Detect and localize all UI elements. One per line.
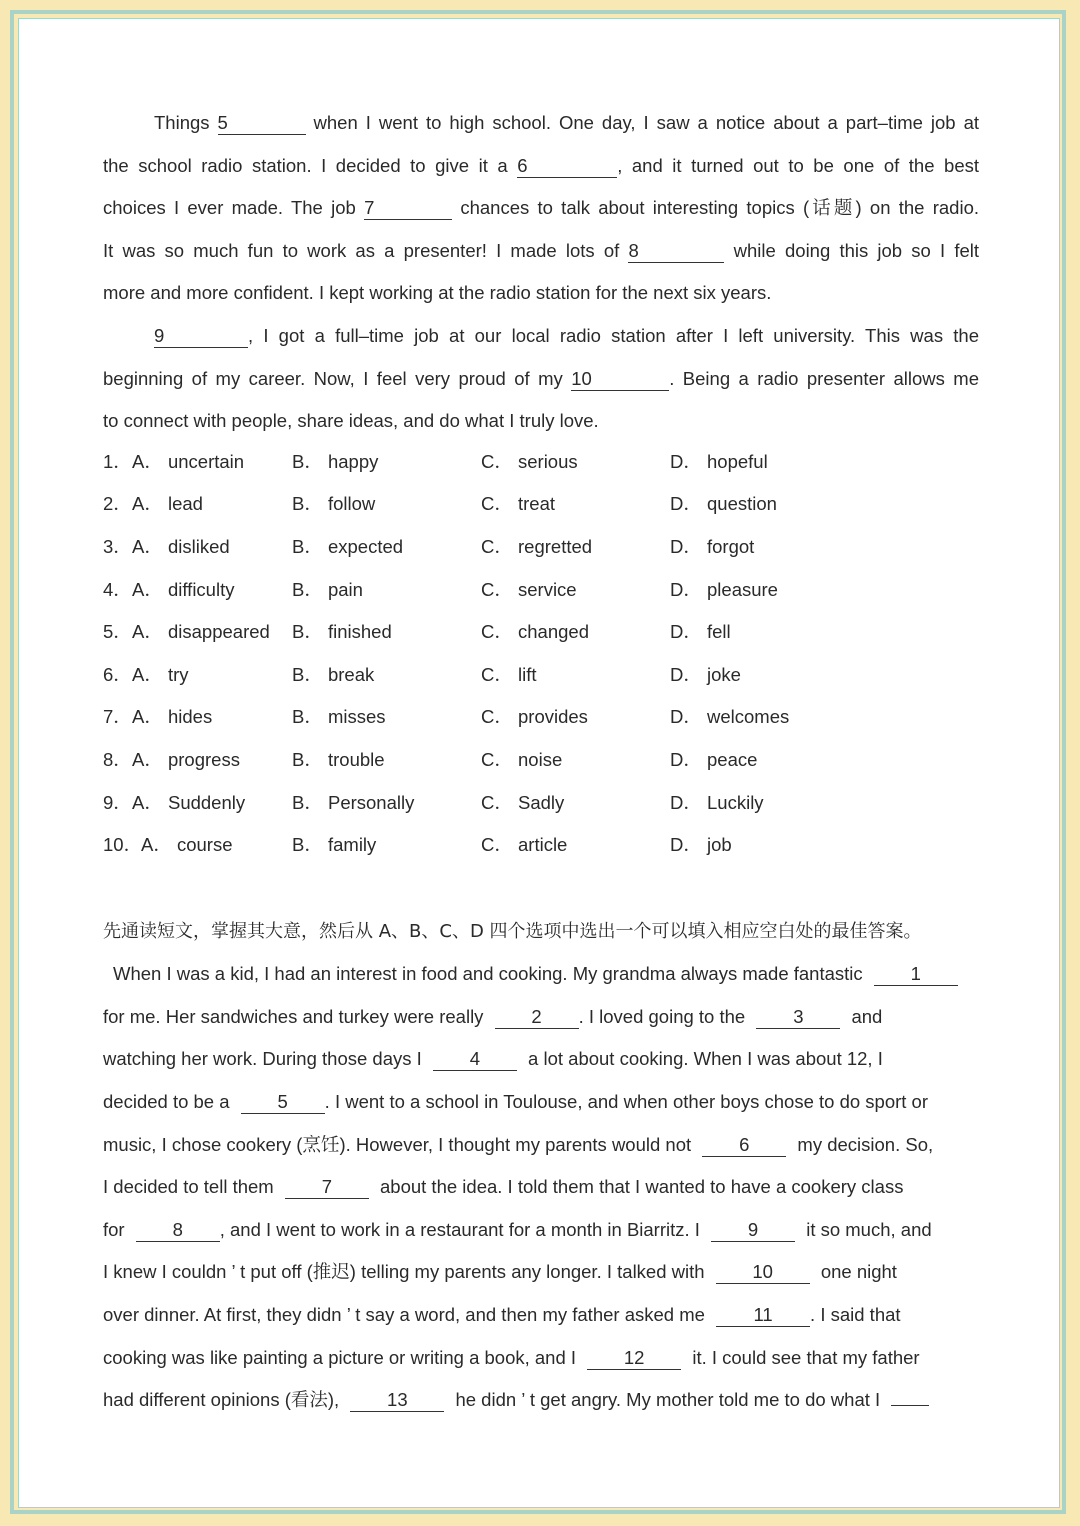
passage2-line: over dinner. At first, they didn ’ t say a word, and then my father asked me 11 . I said that xyxy=(103,1304,901,1326)
passage2-line: for 8 , and I went to work in a restaurant for a month in Biarritz. I 9 it so much, and xyxy=(103,1218,932,1240)
option-d[interactable]: D． welcomes xyxy=(670,706,790,728)
blank-3[interactable]: 3 xyxy=(756,1006,840,1029)
option-d[interactable]: D． fell xyxy=(670,621,731,643)
option-d[interactable]: D． Luckily xyxy=(670,791,764,813)
passage2-line: watching her work. During those days I 4 a lot about cooking. When I was about 12, I xyxy=(103,1048,883,1070)
question-number: 7． xyxy=(103,706,132,728)
option-a[interactable]: A． uncertain xyxy=(132,450,245,472)
question-number: 4． xyxy=(103,578,132,600)
option-c[interactable]: C． changed xyxy=(481,621,589,643)
blank-6b[interactable]: 6 xyxy=(702,1134,786,1157)
question-number: 1． xyxy=(103,450,132,472)
passage1-line: beginning of my career. Now, I feel very proud of my 10 . Being a radio presenter allows me xyxy=(103,367,980,389)
option-b[interactable]: B． trouble xyxy=(292,748,385,770)
question-number: 6． xyxy=(103,663,132,685)
option-b[interactable]: B． finished xyxy=(292,621,392,643)
blank-9b[interactable]: 9 xyxy=(711,1219,795,1242)
passage2-line: I decided to tell them 7 about the idea. I told them that I wanted to have a cookery class xyxy=(103,1176,904,1198)
option-a[interactable]: A． hides xyxy=(132,706,213,728)
option-b[interactable]: B． family xyxy=(292,834,377,856)
blank-10[interactable]: 10 xyxy=(571,368,669,391)
blank-9[interactable]: 9 xyxy=(154,325,248,348)
blank-6[interactable]: 6 xyxy=(517,155,617,178)
question-number: 10． xyxy=(103,834,143,856)
blank-8b[interactable]: 8 xyxy=(136,1219,220,1242)
blank-1[interactable]: 1 xyxy=(874,963,958,986)
option-a[interactable]: A． lead xyxy=(132,493,203,515)
passage2-line: I knew I couldn ’ t put off (推迟) telling my parents any longer. I talked with 10 one night xyxy=(103,1261,897,1283)
blank-13[interactable]: 13 xyxy=(350,1389,444,1412)
option-a[interactable]: A． try xyxy=(132,663,189,685)
blank-2[interactable]: 2 xyxy=(495,1006,579,1029)
option-b[interactable]: B． pain xyxy=(292,578,363,600)
option-a[interactable]: A． disliked xyxy=(132,535,230,557)
blank-12[interactable]: 12 xyxy=(587,1347,681,1370)
option-d[interactable]: D． pleasure xyxy=(670,578,778,600)
option-b[interactable]: B． expected xyxy=(292,535,404,557)
passage2-line: music, I chose cookery (烹饪). However, I thought my parents would not 6 my decision. So, xyxy=(103,1133,934,1155)
question-number: 9． xyxy=(103,791,132,813)
option-c[interactable]: C． noise xyxy=(481,748,563,770)
option-b[interactable]: B． misses xyxy=(292,706,386,728)
passage1-line: Things 5 when I went to high school. One day, I saw a notice about a part–time job at xyxy=(154,112,980,133)
question-options xyxy=(103,739,979,782)
question-options xyxy=(103,526,979,569)
option-a[interactable]: A． course xyxy=(141,834,233,856)
option-c[interactable]: C． serious xyxy=(481,450,578,472)
option-c[interactable]: C． service xyxy=(481,578,577,600)
question-options xyxy=(103,782,979,825)
option-a[interactable]: A． disappeared xyxy=(132,621,270,643)
options-list xyxy=(103,441,979,867)
blank-14[interactable] xyxy=(891,1383,929,1406)
passage2-line: When I was a kid, I had an interest in food and cooking. My grandma always made fantastic 1 xyxy=(103,951,979,994)
option-d[interactable]: D． forgot xyxy=(670,535,755,557)
worksheet-content xyxy=(103,100,979,1420)
option-d[interactable]: D． job xyxy=(670,834,732,856)
blank-10b[interactable]: 10 xyxy=(716,1261,810,1284)
passage1-line: 9 , I got a full–time job at our local radio station after I left university. This was the xyxy=(154,324,979,346)
passage2-line: cooking was like painting a picture or writing a book, and I 12 it. I could see that my father xyxy=(103,1346,920,1368)
option-c[interactable]: C． lift xyxy=(481,663,537,685)
passage1-line: more and more confident. I kept working at the radio station for the next six years. xyxy=(103,282,772,304)
option-a[interactable]: A． Suddenly xyxy=(132,791,246,813)
blank-7b[interactable]: 7 xyxy=(285,1176,369,1199)
blank-4[interactable]: 4 xyxy=(433,1048,517,1071)
option-d[interactable]: D． hopeful xyxy=(670,450,768,472)
question-options xyxy=(103,824,979,867)
question-options xyxy=(103,441,979,484)
section-instruction: 先通读短文，掌握其大意，然后从 A、B、C、D 四个选项中选出一个可以填入相应空白处的最佳答案。 xyxy=(103,920,922,942)
section-gap xyxy=(103,867,979,909)
passage2-line: for me. Her sandwiches and turkey were really 2 . I loved going to the 3 and xyxy=(103,1005,883,1027)
passage1-line: It was so much fun to work as a presenter! I made lots of 8 while doing this job so I felt xyxy=(103,239,979,261)
option-d[interactable]: D． peace xyxy=(670,748,758,770)
option-c[interactable]: C． provides xyxy=(481,706,588,728)
passage1-line: choices I ever made. The job 7 chances to talk about interesting topics (话题) on the radio. xyxy=(103,197,980,219)
option-a[interactable]: A． progress xyxy=(132,748,240,770)
question-options xyxy=(103,654,979,697)
passage1-line: to connect with people, share ideas, and do what I truly love. xyxy=(103,410,599,432)
question-number: 2． xyxy=(103,493,132,515)
question-options xyxy=(103,569,979,612)
question-number: 8． xyxy=(103,748,132,770)
blank-11[interactable]: 11 xyxy=(716,1304,810,1327)
option-b[interactable]: B． Personally xyxy=(292,791,415,813)
option-c[interactable]: C． Sadly xyxy=(481,791,565,813)
blank-7[interactable]: 7 xyxy=(364,197,452,220)
question-options xyxy=(103,483,979,526)
passage2-line: had different opinions (看法), 13 he didn ’ t get angry. My mother told me to do what I xyxy=(103,1377,979,1420)
question-number: 5． xyxy=(103,621,132,643)
blank-5b[interactable]: 5 xyxy=(241,1091,325,1114)
option-b[interactable]: B． break xyxy=(292,663,375,685)
option-c[interactable]: C． regretted xyxy=(481,535,593,557)
blank-5[interactable]: 5 xyxy=(218,112,306,135)
option-a[interactable]: A． difficulty xyxy=(132,578,235,600)
option-b[interactable]: B． happy xyxy=(292,450,379,472)
option-c[interactable]: C． treat xyxy=(481,493,556,515)
option-d[interactable]: D． joke xyxy=(670,663,741,685)
blank-8[interactable]: 8 xyxy=(628,240,724,263)
question-options xyxy=(103,611,979,654)
option-c[interactable]: C． article xyxy=(481,834,568,856)
option-d[interactable]: D． question xyxy=(670,493,777,515)
question-options xyxy=(103,696,979,739)
passage2-line: decided to be a 5 . I went to a school in Toulouse, and when other boys chose to do sport or xyxy=(103,1091,929,1113)
question-number: 3． xyxy=(103,535,132,557)
option-b[interactable]: B． follow xyxy=(292,493,376,515)
passage1-line: the school radio station. I decided to give it a 6 , and it turned out to be one of the best xyxy=(103,154,980,176)
